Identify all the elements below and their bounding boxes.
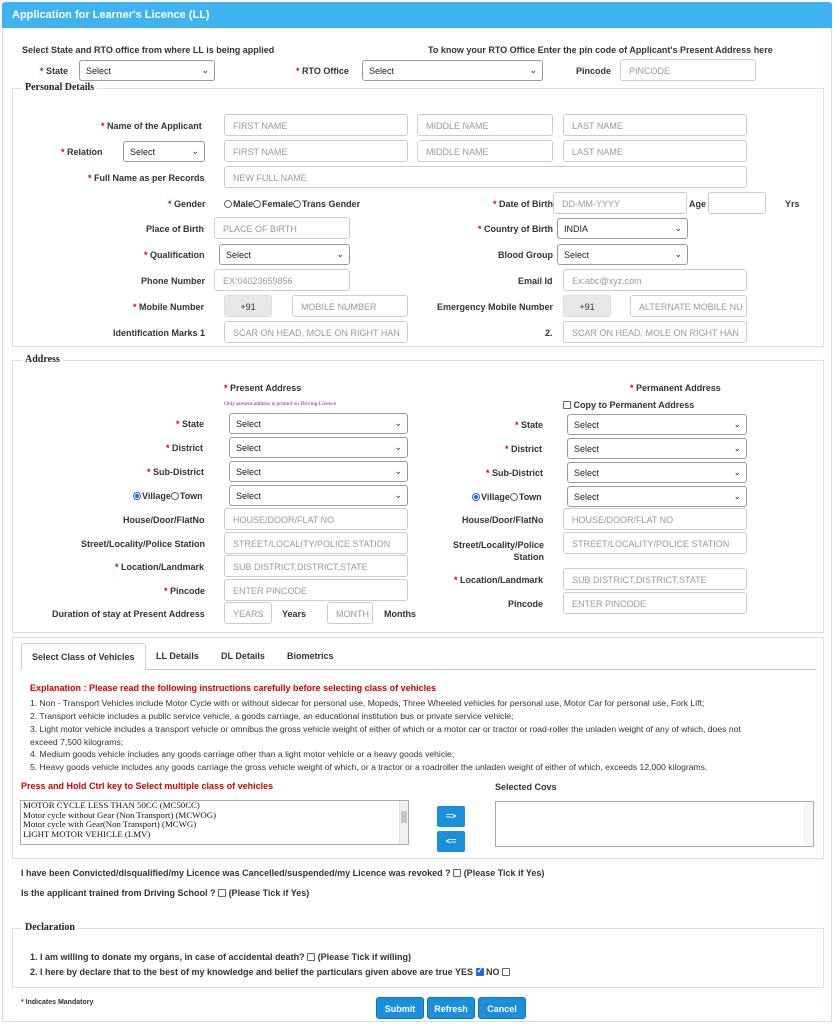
rto-select[interactable]: Select ⌄ <box>362 60 543 81</box>
vehicle-option[interactable]: MOTOR CYCLE LESS THAN 50CC (MC50CC) <box>23 800 200 810</box>
select-state-rto-text: Select State and RTO office from where LL is being applied <box>22 45 275 55</box>
instruction-line: 4. Medium goods vehicle includes any goods carriage other than a light motor vehicle or a heavy goods vehicle; <box>30 749 455 759</box>
mobile-input[interactable]: MOBILE NUMBER <box>292 295 408 317</box>
add-cov-button[interactable]: => <box>437 806 465 827</box>
declaration-legend: Declaration <box>22 922 78 933</box>
country-of-birth-label: * Country of Birth <box>478 224 554 234</box>
present-street-label: Street/Locality/Police Station <box>81 539 206 549</box>
gender-radio-group <box>224 199 360 209</box>
permanent-district-label: * District <box>505 444 543 454</box>
organ-checkbox[interactable] <box>307 953 315 961</box>
qualification-label: * Qualification <box>144 250 205 260</box>
copy-checkbox[interactable] <box>563 401 571 409</box>
top-state-select[interactable]: Select ⌄ <box>79 60 215 81</box>
declare-no-checkbox[interactable] <box>502 968 510 976</box>
permanent-house-label: House/Door/FlatNo <box>462 515 544 525</box>
applicant-name-label: * Name of the Applicant <box>101 121 202 131</box>
chevron-down-icon: ⌄ <box>394 466 402 476</box>
permanent-village-radio[interactable]: Village <box>472 492 510 502</box>
duration-label: Duration of stay at Present Address <box>52 609 205 619</box>
page-title: Application for Learner's Licence (LL) <box>2 2 832 28</box>
chevron-down-icon: ⌄ <box>733 491 741 501</box>
gender-female-radio[interactable]: Female <box>253 199 293 209</box>
pin-hint-text: To know your RTO Office Enter the pin code of Applicant's Present Address here <box>428 45 773 55</box>
organ-donation: 1. I am willing to donate my organs, in case of accidental death? (Please Tick if willing) <box>30 952 411 962</box>
present-state-label: * State <box>176 419 205 429</box>
list-scrollbar[interactable] <box>399 801 408 844</box>
permanent-pincode-input[interactable]: ENTER PINCODE <box>563 592 747 614</box>
emergency-mobile-label: Emergency Mobile Number <box>437 302 554 312</box>
month-input[interactable]: MONTH <box>327 602 373 624</box>
relation-last-name-input[interactable]: LAST NAME <box>563 140 747 162</box>
gender-male-radio[interactable]: Male <box>224 199 253 209</box>
id-marks-2-label: 2. <box>545 328 553 338</box>
refresh-button[interactable]: Refresh <box>427 997 475 1019</box>
permanent-state-select[interactable]: Select ⌄ <box>567 414 747 435</box>
months-label: Months <box>384 609 416 619</box>
place-of-birth-label: Place of Birth <box>146 224 205 234</box>
emergency-mobile-input[interactable]: ALTERNATE MOBILE NU <box>630 295 747 317</box>
permanent-street-input[interactable]: STREET/LOCALITY/POLICE STATION <box>563 532 747 554</box>
years-input[interactable]: YEARS <box>224 602 272 624</box>
permanent-house-input[interactable]: HOUSE/DOOR/FLAT NO <box>563 508 747 530</box>
copy-to-permanent[interactable]: Copy to Permanent Address <box>563 400 694 410</box>
place-of-birth-input[interactable]: PLACE OF BIRTH <box>214 217 350 239</box>
full-name-label: * Full Name as per Records <box>88 173 205 183</box>
convicted-checkbox[interactable] <box>453 869 461 877</box>
list-scrollbar[interactable] <box>804 802 813 846</box>
present-pincode-input[interactable]: ENTER PINCODE <box>224 579 408 601</box>
permanent-village-town <box>472 492 542 502</box>
present-town-radio[interactable]: Town <box>171 491 203 501</box>
id-marks-2-input[interactable]: SCAR ON HEAD, MOLE ON RIGHT HAN <box>563 321 747 343</box>
instruction-line: 5. Heavy goods vehicle includes any goods carriage the gross vehicle weight of which, or a tractor or a roadroller the unladen weight of either of which, exceeds 12,000 kilograms. <box>30 762 708 772</box>
permanent-address-heading: * Permanent Address <box>630 383 721 393</box>
vehicle-option[interactable]: Motor cycle without Gear (Non Transport) (MCWOG) <box>23 809 217 820</box>
relation-middle-name-input[interactable]: MIDDLE NAME <box>417 140 553 162</box>
chevron-down-icon: ⌄ <box>191 146 199 156</box>
blood-group-select[interactable]: Select ⌄ <box>557 244 688 265</box>
top-pincode-input[interactable]: PINCODE <box>620 59 756 81</box>
convicted-question: I have been Convicted/disqualified/my Licence was Cancelled/suspended/my Licence was revoked ? (Please Tick if Yes) <box>21 868 545 878</box>
ctrl-hint: Press and Hold Ctrl key to Select multiple class of vehicles <box>21 781 274 791</box>
vehicle-class-list[interactable] <box>20 800 409 845</box>
tab-dl-details[interactable]: DL Details <box>221 651 265 661</box>
present-subdistrict-select[interactable]: Select ⌄ <box>229 461 408 482</box>
permanent-subdistrict-label: * Sub-District <box>486 468 544 478</box>
permanent-town-radio[interactable]: Town <box>510 492 542 502</box>
chevron-down-icon: ⌄ <box>336 249 344 259</box>
tab-biometrics[interactable]: Biometrics <box>287 651 334 661</box>
chevron-down-icon: ⌄ <box>394 490 402 500</box>
present-address-heading: * Present Address <box>224 383 302 393</box>
present-location-label: * Location/Landmark <box>115 562 205 572</box>
top-pincode-label: Pincode <box>576 66 612 76</box>
submit-button[interactable]: Submit <box>376 997 424 1019</box>
phone-input[interactable]: EX:04023659856 <box>214 269 350 291</box>
permanent-pincode-label: Pincode <box>508 599 544 609</box>
tab-ll-details[interactable]: LL Details <box>156 651 199 661</box>
present-village-town <box>133 491 203 501</box>
present-pincode-label: * Pincode <box>164 586 206 596</box>
address-legend: Address <box>22 354 63 365</box>
mobile-country-code: +91 <box>224 295 272 317</box>
present-address-note: Only present address is printed on Driving Licence <box>224 401 337 407</box>
emergency-country-code: +91 <box>563 295 611 317</box>
gender-label: * Gender <box>168 199 206 209</box>
chevron-down-icon: ⌄ <box>394 442 402 452</box>
present-location-input[interactable]: SUB DISTRICT,DISTRICT,STATE <box>224 555 408 577</box>
selected-covs-list[interactable] <box>495 801 814 847</box>
email-input[interactable]: Ex:abc@xyz.com <box>563 269 747 291</box>
middle-name-input[interactable]: MIDDLE NAME <box>417 114 553 136</box>
chevron-down-icon: ⌄ <box>529 65 537 75</box>
yrs-label: Yrs <box>785 199 800 209</box>
first-name-input[interactable]: FIRST NAME <box>224 114 408 136</box>
present-village-radio[interactable]: Village <box>133 491 171 501</box>
last-name-input[interactable]: LAST NAME <box>563 114 747 136</box>
dob-input[interactable]: DD-MM-YYYY <box>553 192 687 214</box>
chevron-down-icon: ⌄ <box>674 223 682 233</box>
permanent-district-select[interactable]: Select ⌄ <box>567 438 747 459</box>
phone-label: Phone Number <box>141 276 206 286</box>
years-label: Years <box>282 609 307 619</box>
present-subdistrict-label: * Sub-District <box>147 467 205 477</box>
chevron-down-icon: ⌄ <box>394 418 402 428</box>
declare-statement: 2. I here by declare that to the best of my knowledge and belief the particulars given above are true YES ✓ NO <box>30 967 510 977</box>
instruction-line: 3. Light motor vehicle includes a transport vehicle or omnibus the gross vehicle weight of either of which or a motor car or tractor or road-roller the unladen weight of any of which, does not <box>30 724 741 734</box>
chevron-down-icon: ⌄ <box>733 443 741 453</box>
age-input[interactable] <box>708 192 766 214</box>
present-street-input[interactable]: STREET/LOCALITY/POLICE STATION <box>224 532 408 554</box>
instruction-line: 2. Transport vehicle includes a public service vehicle, a goods carriage, an educational institution bus or private service vehicle; <box>30 711 514 721</box>
permanent-village-select[interactable]: Select ⌄ <box>567 486 747 507</box>
vehicle-option[interactable]: Motor cycle with Gear(Non Transport) (MCWG) <box>23 819 197 829</box>
selected-covs-label: Selected Covs <box>495 782 557 792</box>
top-state-label: * State <box>40 66 69 76</box>
chevron-down-icon: ⌄ <box>733 467 741 477</box>
gender-trans-radio[interactable]: Trans Gender <box>293 199 360 209</box>
permanent-state-label: * State <box>515 420 544 430</box>
instruction-line: exceed 7,500 kilograms; <box>30 737 124 747</box>
cancel-button[interactable]: Cancel <box>478 997 526 1019</box>
permanent-location-label: * Location/Landmark <box>454 575 544 585</box>
id-marks-1-input[interactable]: SCAR ON HEAD, MOLE ON RIGHT HAN <box>224 321 408 343</box>
present-house-label: House/Door/FlatNo <box>123 515 205 525</box>
full-name-input[interactable]: NEW FULL NAME <box>224 166 747 188</box>
vehicle-option[interactable]: LIGHT MOTOR VEHICLE (LMV) <box>23 828 151 839</box>
permanent-subdistrict-select[interactable]: Select ⌄ <box>567 462 747 483</box>
trained-question: Is the applicant trained from Driving School ? (Please Tick if Yes) <box>21 888 310 898</box>
present-village-select[interactable]: Select ⌄ <box>229 485 408 506</box>
present-state-select[interactable]: Select ⌄ <box>229 413 408 434</box>
chevron-down-icon: ⌄ <box>674 249 682 259</box>
present-district-select[interactable]: Select ⌄ <box>229 437 408 458</box>
instruction-line: 1. Non - Transport Vehicles include Motor Cycle with or without sidecar for personal use, Mopeds, Three Wheeled vehicles for personal use, Motor Car for personal use, Fork Lift; <box>30 698 705 708</box>
country-of-birth-select[interactable]: INDIA ⌄ <box>557 218 688 239</box>
relation-label: * Relation <box>61 147 103 157</box>
tab-select-class-of-vehicles[interactable]: Select Class of Vehicles <box>21 643 146 670</box>
age-label: Age <box>689 199 707 209</box>
mobile-label: * Mobile Number <box>133 302 205 312</box>
personal-details-legend: Personal Details <box>22 82 97 93</box>
remove-cov-button[interactable]: <= <box>437 831 465 852</box>
blood-group-label: Blood Group <box>498 250 553 260</box>
declare-yes-checkbox[interactable] <box>476 968 484 976</box>
trained-checkbox[interactable] <box>218 889 226 897</box>
email-label: Email Id <box>518 276 553 286</box>
mandatory-note: * Indicates Mandatory <box>21 999 94 1006</box>
relation-first-name-input[interactable]: FIRST NAME <box>224 140 408 162</box>
id-marks-label: Identification Marks 1 <box>113 328 206 338</box>
vehicles-explanation: Explanation : Please read the following instructions carefully before selecting class of vehicles <box>30 683 437 693</box>
present-house-input[interactable]: HOUSE/DOOR/FLAT NO <box>224 508 408 530</box>
present-district-label: * District <box>166 443 204 453</box>
permanent-location-input[interactable]: SUB DISTRICT,DISTRICT,STATE <box>563 568 747 590</box>
dob-label: * Date of Birth <box>493 199 554 209</box>
qualification-select[interactable]: Select ⌄ <box>219 244 350 265</box>
chevron-down-icon: ⌄ <box>733 419 741 429</box>
chevron-down-icon: ⌄ <box>201 65 209 75</box>
relation-select[interactable]: Select ⌄ <box>123 141 205 162</box>
rto-label: * RTO Office <box>296 66 349 76</box>
permanent-street-label: Street/Locality/Police Station <box>452 540 544 562</box>
